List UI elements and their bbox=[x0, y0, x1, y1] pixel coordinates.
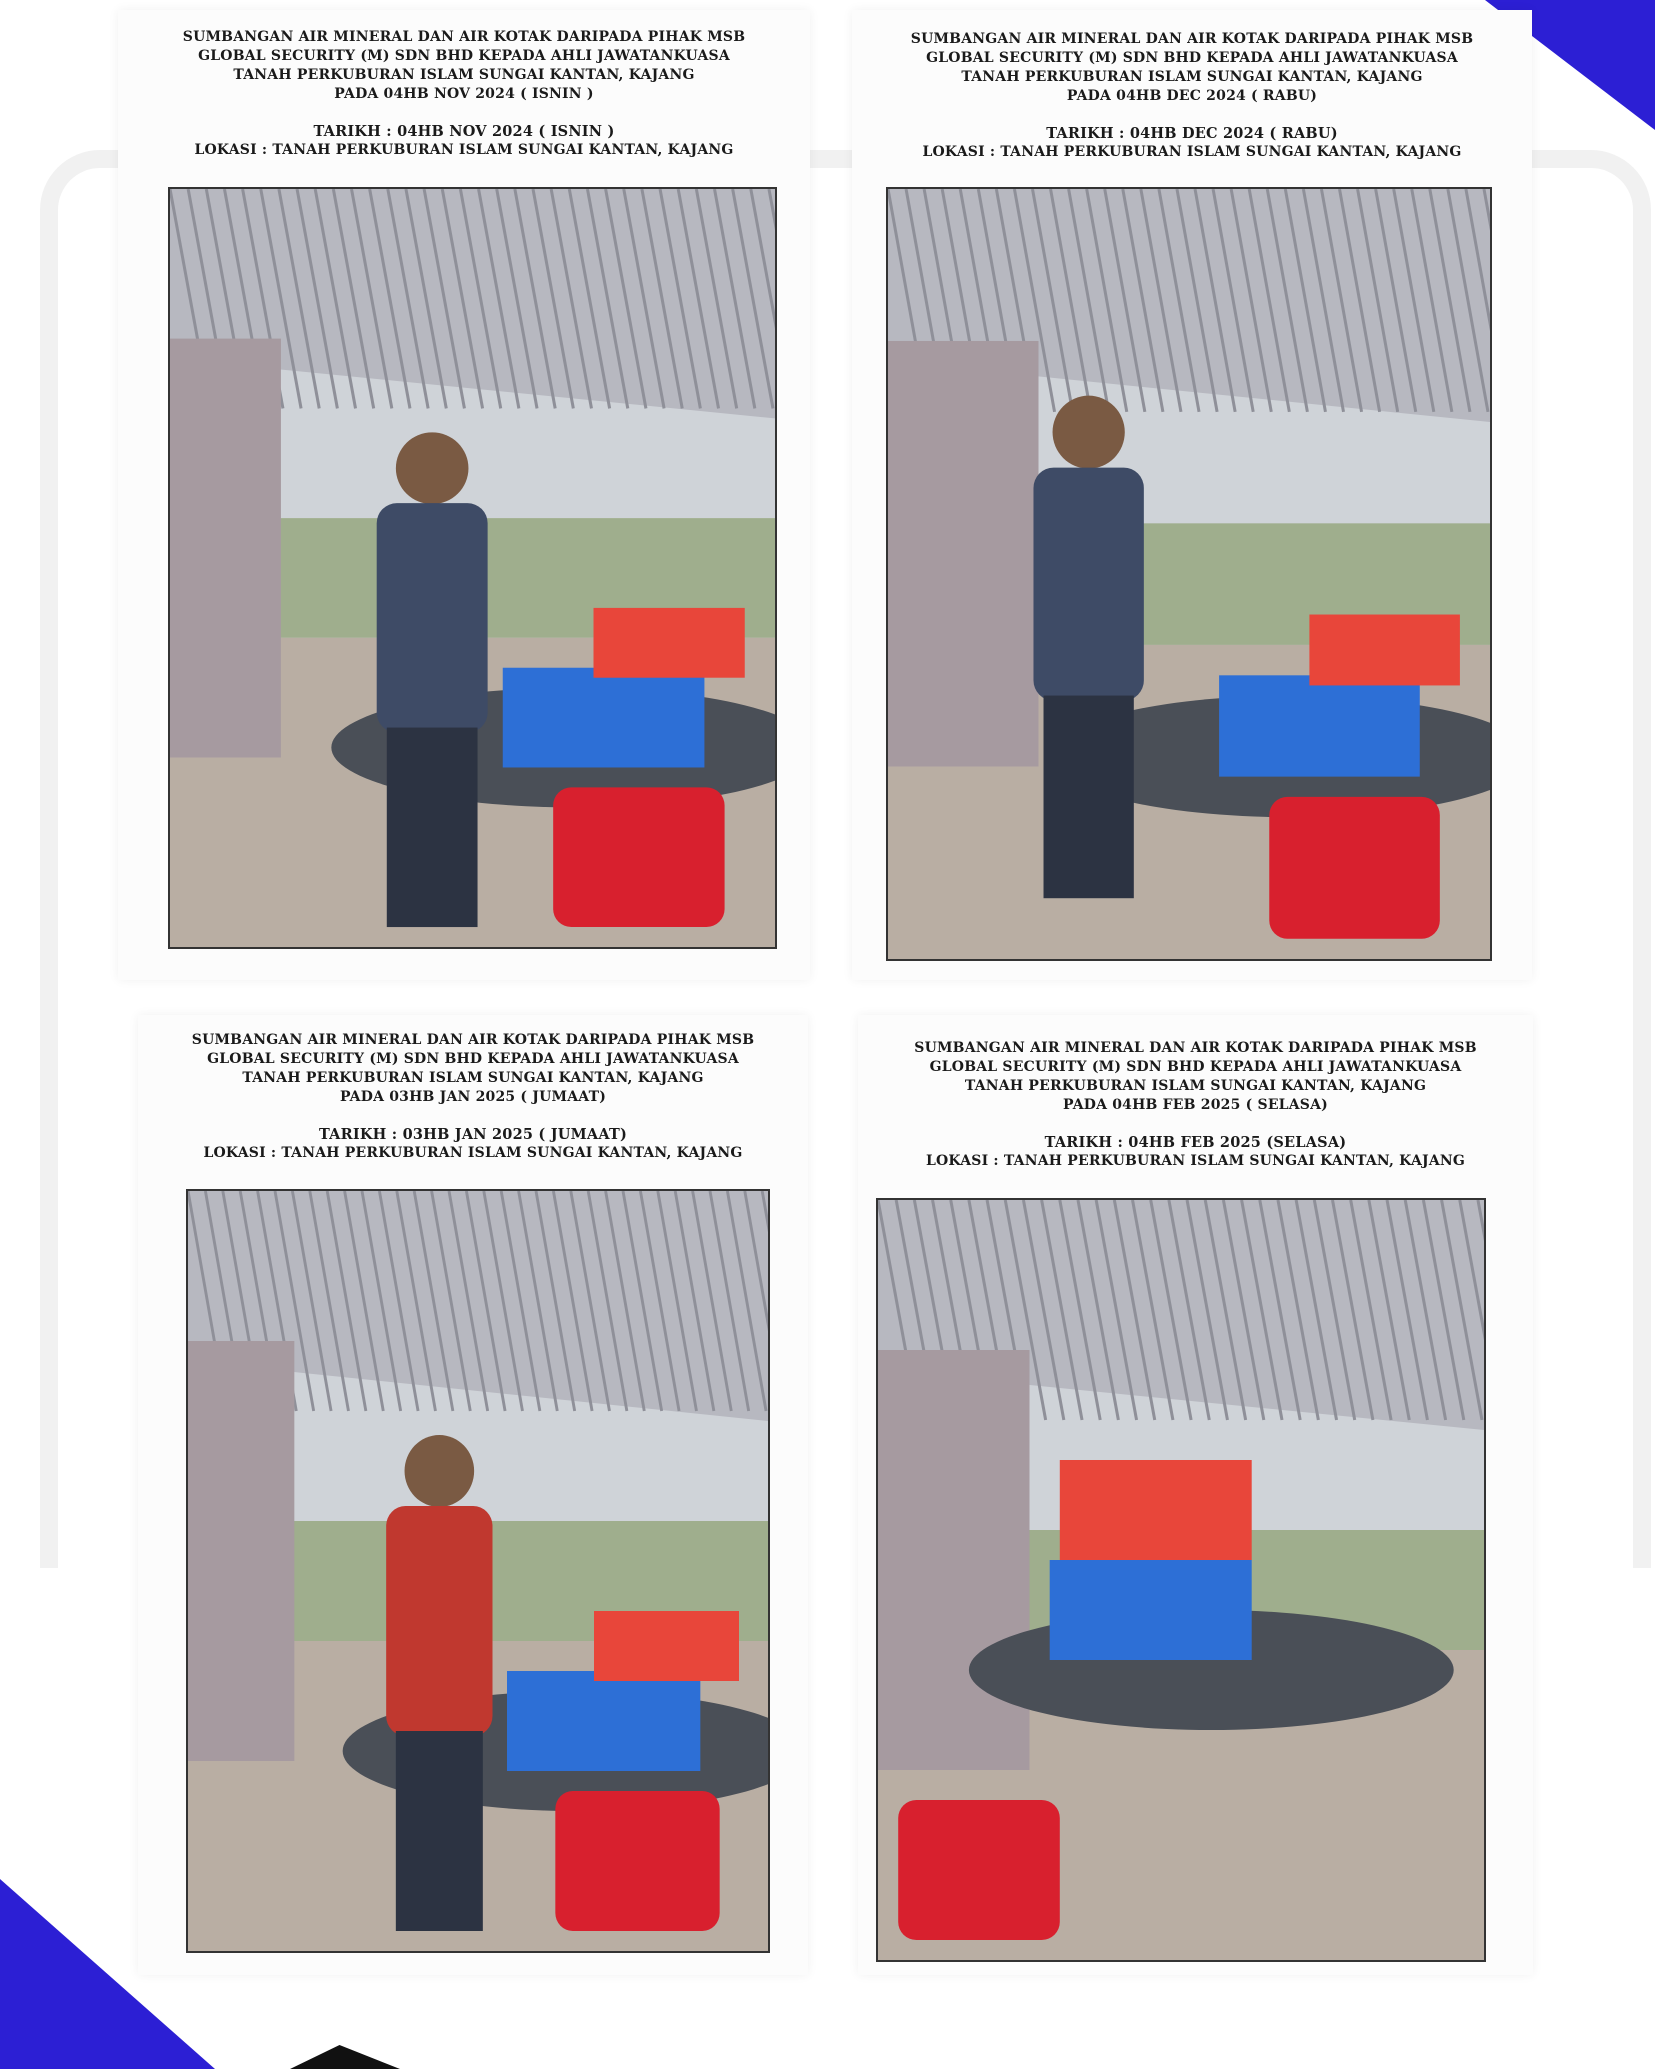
report-sheet-1 bbox=[118, 10, 810, 980]
title-line: GLOBAL SECURITY (M) SDN BHD KEPADA AHLI JAWATANKUASA bbox=[198, 48, 730, 64]
title-line: SUMBANGAN AIR MINERAL DAN AIR KOTAK DARIPADA PIHAK MSB bbox=[910, 31, 1474, 47]
location-line: LOKASI : TANAH PERKUBURAN ISLAM SUNGAI KANTAN, KAJANG bbox=[922, 144, 1462, 160]
photo-donation-handover bbox=[876, 1198, 1486, 1962]
title-line: SUMBANGAN AIR MINERAL DAN AIR KOTAK DARIPADA PIHAK MSB bbox=[914, 1040, 1477, 1056]
caption bbox=[138, 1015, 808, 1163]
caption bbox=[852, 10, 1532, 162]
report-sheet-4 bbox=[858, 1015, 1533, 1975]
title-line: PADA 03HB JAN 2025 ( JUMAAT) bbox=[339, 1089, 607, 1105]
title-line: PADA 04HB NOV 2024 ( ISNIN ) bbox=[334, 86, 594, 102]
photo-donation-handover bbox=[186, 1189, 770, 1953]
location-line: LOKASI : TANAH PERKUBURAN ISLAM SUNGAI KANTAN, KAJANG bbox=[203, 1145, 743, 1161]
date-line: TARIKH : 04HB DEC 2024 ( RABU) bbox=[1046, 125, 1338, 142]
report-sheet-2 bbox=[852, 10, 1532, 980]
report-sheet-3 bbox=[138, 1015, 808, 1975]
title-line: TANAH PERKUBURAN ISLAM SUNGAI KANTAN, KAJANG bbox=[961, 69, 1423, 85]
title-line: GLOBAL SECURITY (M) SDN BHD KEPADA AHLI JAWATANKUASA bbox=[929, 1059, 1462, 1075]
photo-donation-handover bbox=[886, 187, 1492, 961]
title-line: PADA 04HB DEC 2024 ( RABU) bbox=[1066, 88, 1318, 104]
location-line: LOKASI : TANAH PERKUBURAN ISLAM SUNGAI KANTAN, KAJANG bbox=[925, 1153, 1466, 1169]
title-line: TANAH PERKUBURAN ISLAM SUNGAI KANTAN, KAJANG bbox=[242, 1070, 704, 1086]
title-line: TANAH PERKUBURAN ISLAM SUNGAI KANTAN, KAJANG bbox=[964, 1078, 1427, 1094]
title-line: GLOBAL SECURITY (M) SDN BHD KEPADA AHLI JAWATANKUASA bbox=[926, 50, 1458, 66]
title-line: TANAH PERKUBURAN ISLAM SUNGAI KANTAN, KAJANG bbox=[233, 67, 695, 83]
date-line: TARIKH : 04HB NOV 2024 ( ISNIN ) bbox=[313, 123, 615, 140]
caption bbox=[858, 1015, 1533, 1171]
title-line: SUMBANGAN AIR MINERAL DAN AIR KOTAK DARIPADA PIHAK MSB bbox=[191, 1032, 755, 1048]
title-line: PADA 04HB FEB 2025 ( SELASA) bbox=[1062, 1097, 1328, 1113]
caption bbox=[118, 10, 810, 160]
photo-donation-handover bbox=[168, 187, 777, 949]
title-line: GLOBAL SECURITY (M) SDN BHD KEPADA AHLI JAWATANKUASA bbox=[207, 1051, 739, 1067]
chevron-up-icon bbox=[290, 2045, 400, 2069]
location-line: LOKASI : TANAH PERKUBURAN ISLAM SUNGAI KANTAN, KAJANG bbox=[194, 142, 734, 158]
date-line: TARIKH : 04HB FEB 2025 (SELASA) bbox=[1044, 1134, 1347, 1151]
title-line: SUMBANGAN AIR MINERAL DAN AIR KOTAK DARIPADA PIHAK MSB bbox=[182, 29, 746, 45]
date-line: TARIKH : 03HB JAN 2025 ( JUMAAT) bbox=[318, 1126, 628, 1143]
